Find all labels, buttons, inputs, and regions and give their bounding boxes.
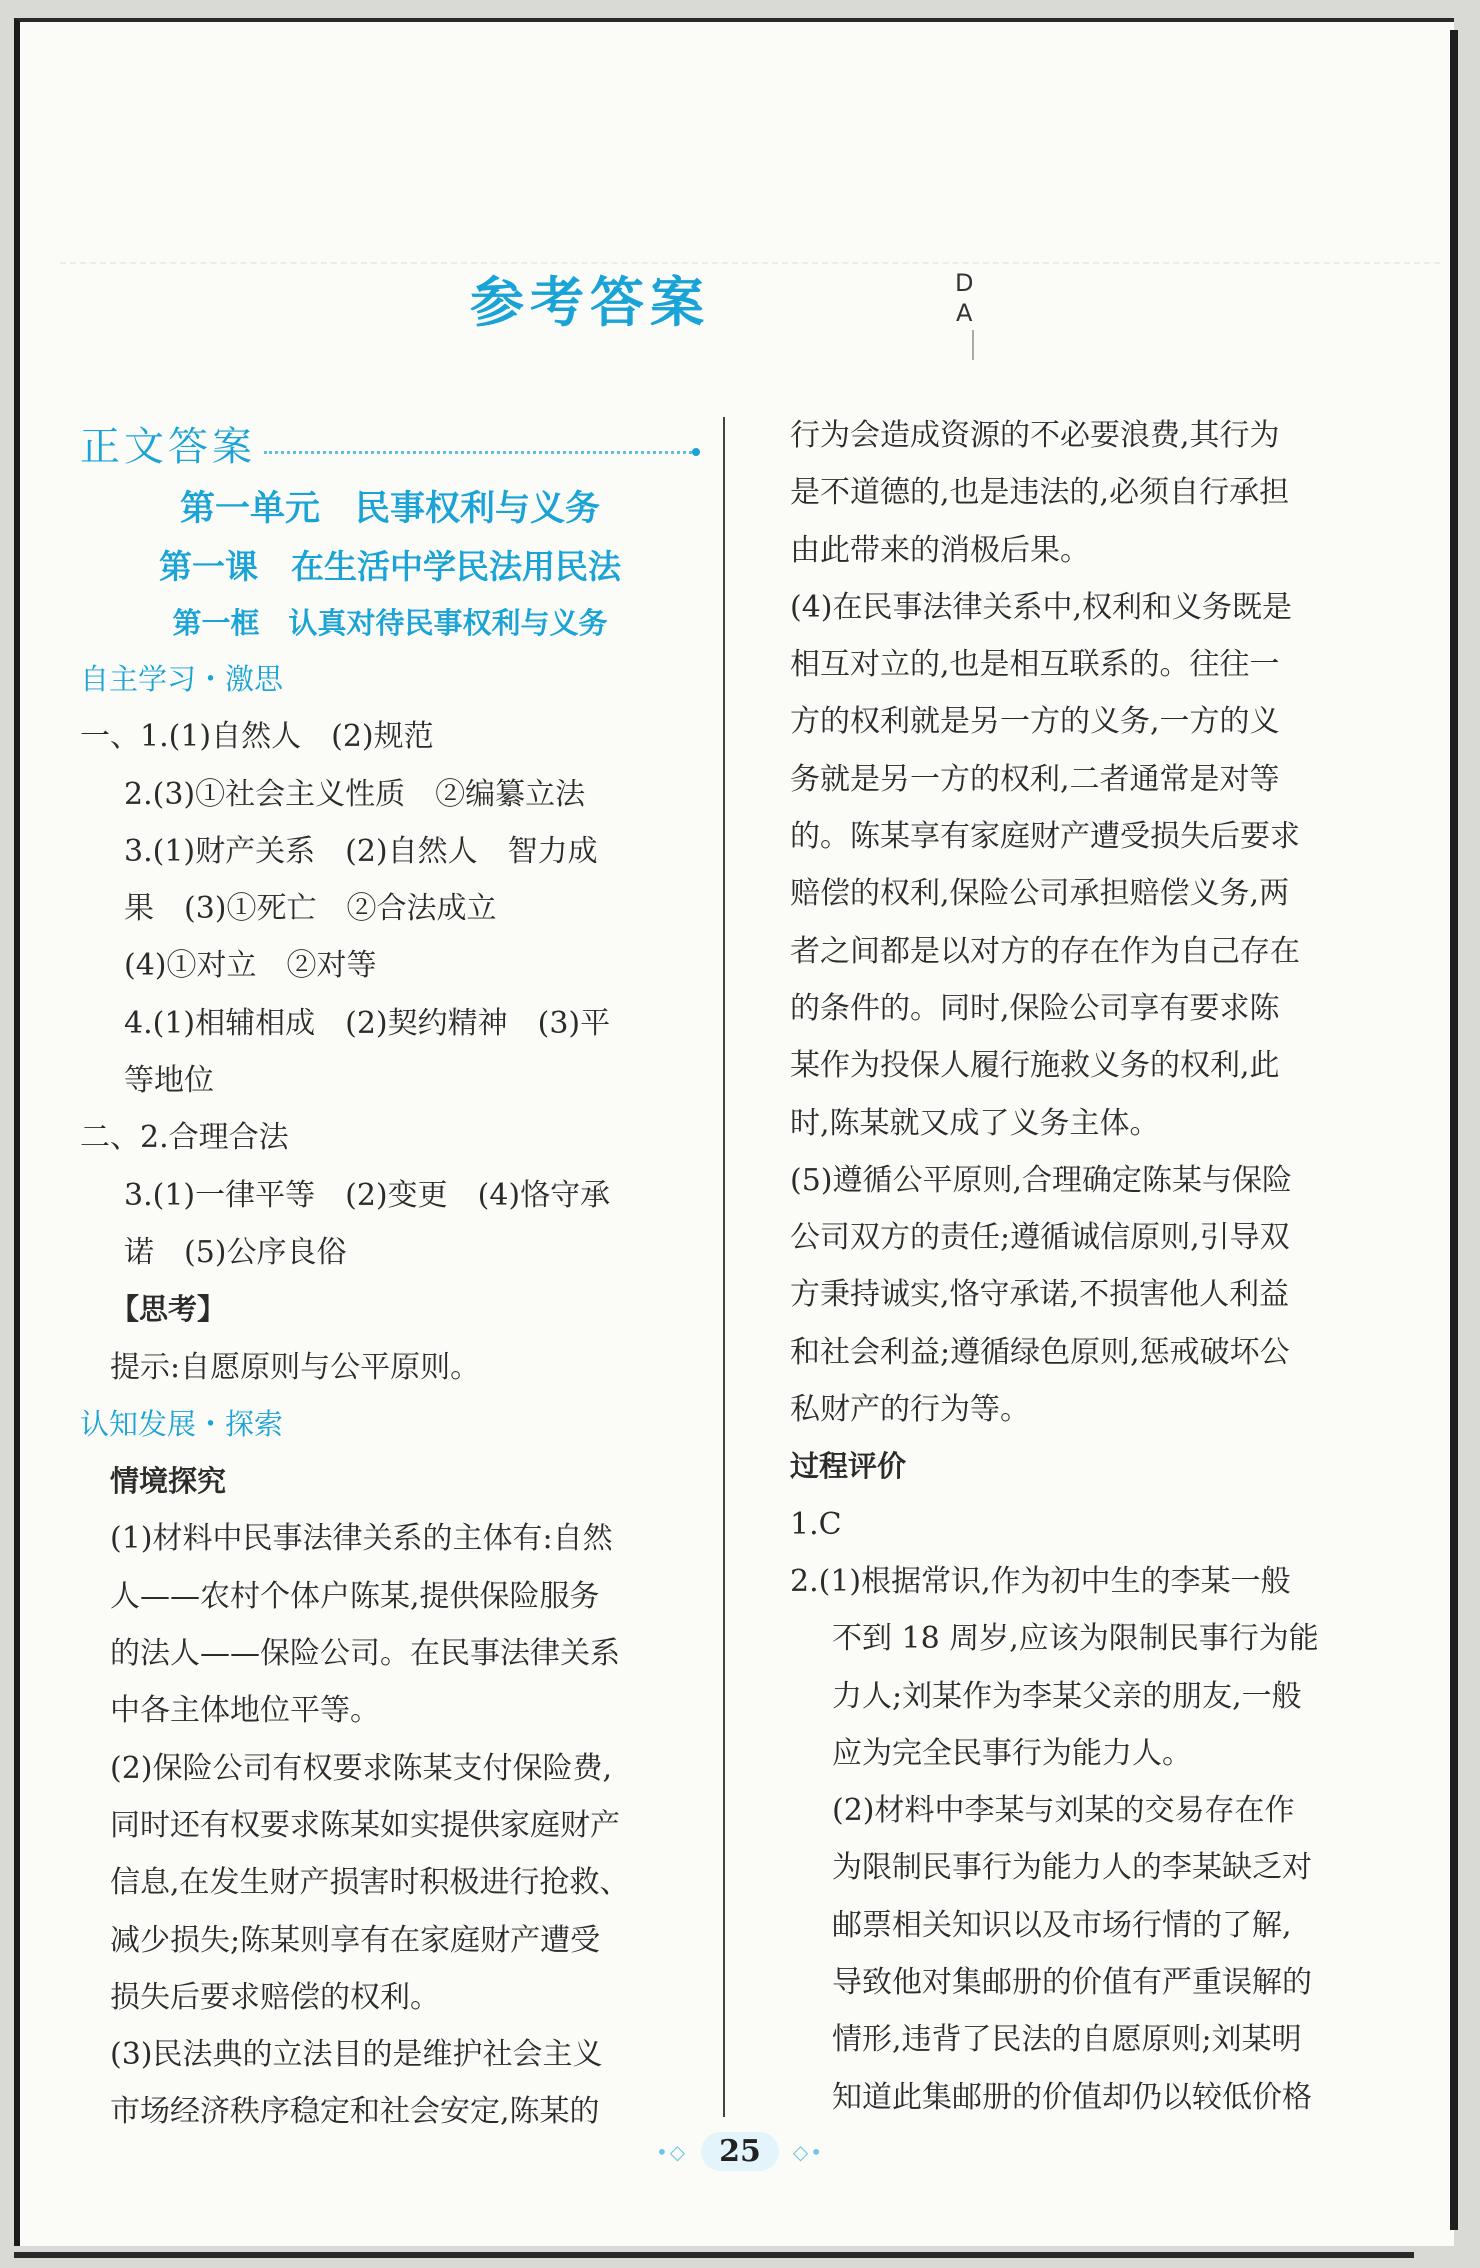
answer-line: 果 (3)①死亡 ②合法成立 bbox=[124, 891, 497, 927]
answer-line: 损失后要求赔偿的权利。 bbox=[110, 1979, 440, 2015]
margin-mark bbox=[955, 268, 973, 328]
answer-line: 方秉持诚实,恪守承诺,不损害他人利益 bbox=[790, 1277, 1290, 1313]
scan-edge-right bbox=[1450, 30, 1458, 2230]
answer-line: 2.(3)①社会主义性质 ②编纂立法 bbox=[124, 776, 586, 812]
page bbox=[14, 18, 1454, 2246]
answer-line: (2)材料中李某与刘某的交易存在作 bbox=[832, 1793, 1295, 1829]
answer-line: 减少损失;陈某则享有在家庭财产遭受 bbox=[110, 1922, 601, 1958]
answer-line: 的条件的。同时,保险公司享有要求陈 bbox=[790, 990, 1280, 1026]
answer-line: 情形,违背了民法的自愿原则;刘某明 bbox=[832, 2022, 1302, 2058]
answer-line: 和社会利益;遵循绿色原则,惩戒破坏公 bbox=[790, 1334, 1290, 1370]
right-column bbox=[790, 407, 1390, 2126]
answer-line: 务就是另一方的权利,二者通常是对等 bbox=[790, 761, 1280, 797]
answer-line: (3)民法典的立法目的是维护社会主义 bbox=[110, 2037, 603, 2073]
answer-line: 行为会造成资源的不必要浪费,其行为 bbox=[790, 418, 1280, 453]
answer-line: 时,陈某就又成了义务主体。 bbox=[790, 1105, 1160, 1141]
answer-line: 方的权利就是另一方的义务,一方的义 bbox=[790, 704, 1280, 740]
answer-line: 相互对立的,也是相互联系的。往往一 bbox=[790, 647, 1280, 683]
answer-line: 知道此集邮册的价值却仍以较低价格 bbox=[832, 2079, 1312, 2115]
answer-line: (4)①对立 ②对等 bbox=[124, 948, 377, 984]
section-heading bbox=[80, 417, 700, 479]
answer-line: 二、2.合理合法 bbox=[80, 1120, 289, 1156]
answer-line: 3.(1)一律平等 (2)变更 (4)恪守承 bbox=[124, 1177, 611, 1213]
margin-mark-bottom: A bbox=[956, 299, 973, 327]
process-evaluation-label: 过程评价 bbox=[790, 1449, 907, 1484]
answer-line: 人——农村个体户陈某,提供保险服务 bbox=[110, 1578, 600, 1614]
answer-line: 1.C bbox=[790, 1506, 842, 1542]
answer-line: 2.(1)根据常识,作为初中生的李某一般 bbox=[790, 1563, 1291, 1599]
lesson-title: 第一课 在生活中学民法用民法 bbox=[159, 547, 621, 586]
think-label: 【思考】 bbox=[110, 1292, 227, 1327]
section-heading-dot bbox=[692, 448, 700, 456]
subheading-cognitive: 认知发展・探索 bbox=[80, 1406, 284, 1441]
answer-line: 公司双方的责任;遵循诚信原则,引导双 bbox=[790, 1220, 1290, 1256]
answer-line: 信息,在发生财产损害时积极进行抢救、 bbox=[110, 1865, 630, 1901]
footer-ornament-left: •◇ bbox=[655, 2139, 688, 2164]
scan-edge-bottom bbox=[14, 2252, 1414, 2258]
answer-line: 4.(1)相辅相成 (2)契约精神 (3)平 bbox=[124, 1005, 611, 1041]
answer-line: 市场经济秩序稳定和社会安定,陈某的 bbox=[110, 2094, 600, 2130]
answer-line: 的法人——保险公司。在民事法律关系 bbox=[110, 1636, 620, 1672]
page-title: 参考答案 bbox=[470, 270, 710, 334]
answer-line: 由此带来的消极后果。 bbox=[790, 532, 1090, 568]
frame-title: 第一框 认真对待民事权利与义务 bbox=[172, 606, 608, 640]
answer-line: 者之间都是以对方的存在作为自己存在 bbox=[790, 933, 1300, 969]
answer-line: 的。陈某享有家庭财产遭受损失后要求 bbox=[790, 819, 1300, 855]
answer-line: 某作为投保人履行施救义务的权利,此 bbox=[790, 1048, 1280, 1084]
answer-line: 等地位 bbox=[124, 1063, 214, 1099]
answer-line: 应为完全民事行为能力人。 bbox=[832, 1735, 1192, 1771]
answer-line: 一、1.(1)自然人 (2)规范 bbox=[80, 719, 434, 755]
section-heading-dash bbox=[264, 451, 692, 454]
page-footer bbox=[20, 2132, 1460, 2171]
answer-line: 不到 18 周岁,应该为限制民事行为能 bbox=[832, 1621, 1319, 1657]
unit-title: 第一单元 民事权利与义务 bbox=[179, 488, 600, 529]
margin-mark-line bbox=[972, 330, 974, 360]
answer-line: 为限制民事行为能力人的李某缺乏对 bbox=[832, 1850, 1312, 1886]
scenario-label: 情境探究 bbox=[110, 1464, 227, 1499]
answer-line: 同时还有权要求陈某如实提供家庭财产 bbox=[110, 1807, 620, 1843]
answer-line: 邮票相关知识以及市场行情的了解, bbox=[832, 1907, 1292, 1943]
footer-ornament-right: ◇• bbox=[792, 2139, 825, 2164]
margin-mark-top: D bbox=[955, 269, 974, 297]
answer-line: (2)保险公司有权要求陈某支付保险费, bbox=[110, 1750, 613, 1786]
answer-line: 私财产的行为等。 bbox=[790, 1392, 1030, 1428]
answer-line: 导致他对集邮册的价值有严重误解的 bbox=[832, 1965, 1312, 2001]
answer-line: 赔偿的权利,保险公司承担赔偿义务,两 bbox=[790, 876, 1290, 912]
column-divider bbox=[723, 417, 725, 2117]
answer-line: (1)材料中民事法律关系的主体有:自然 bbox=[110, 1521, 613, 1557]
answer-line: 诺 (5)公序良俗 bbox=[124, 1234, 347, 1270]
answer-line: 中各主体地位平等。 bbox=[110, 1693, 380, 1729]
page-number: 25 bbox=[701, 2132, 779, 2171]
answer-line: 是不道德的,也是违法的,必须自行承担 bbox=[790, 475, 1290, 511]
answer-line: (4)在民事法律关系中,权利和义务既是 bbox=[790, 589, 1293, 625]
answer-line: 提示:自愿原则与公平原则。 bbox=[110, 1349, 481, 1385]
answer-line: (5)遵循公平原则,合理确定陈某与保险 bbox=[790, 1162, 1293, 1198]
left-column bbox=[80, 417, 700, 2141]
answer-line: 力人;刘某作为李某父亲的朋友,一般 bbox=[832, 1678, 1302, 1714]
subheading-self-study: 自主学习・激思 bbox=[80, 662, 284, 696]
answer-line: 3.(1)财产关系 (2)自然人 智力成 bbox=[124, 833, 598, 869]
section-heading-text: 正文答案 bbox=[80, 424, 256, 471]
